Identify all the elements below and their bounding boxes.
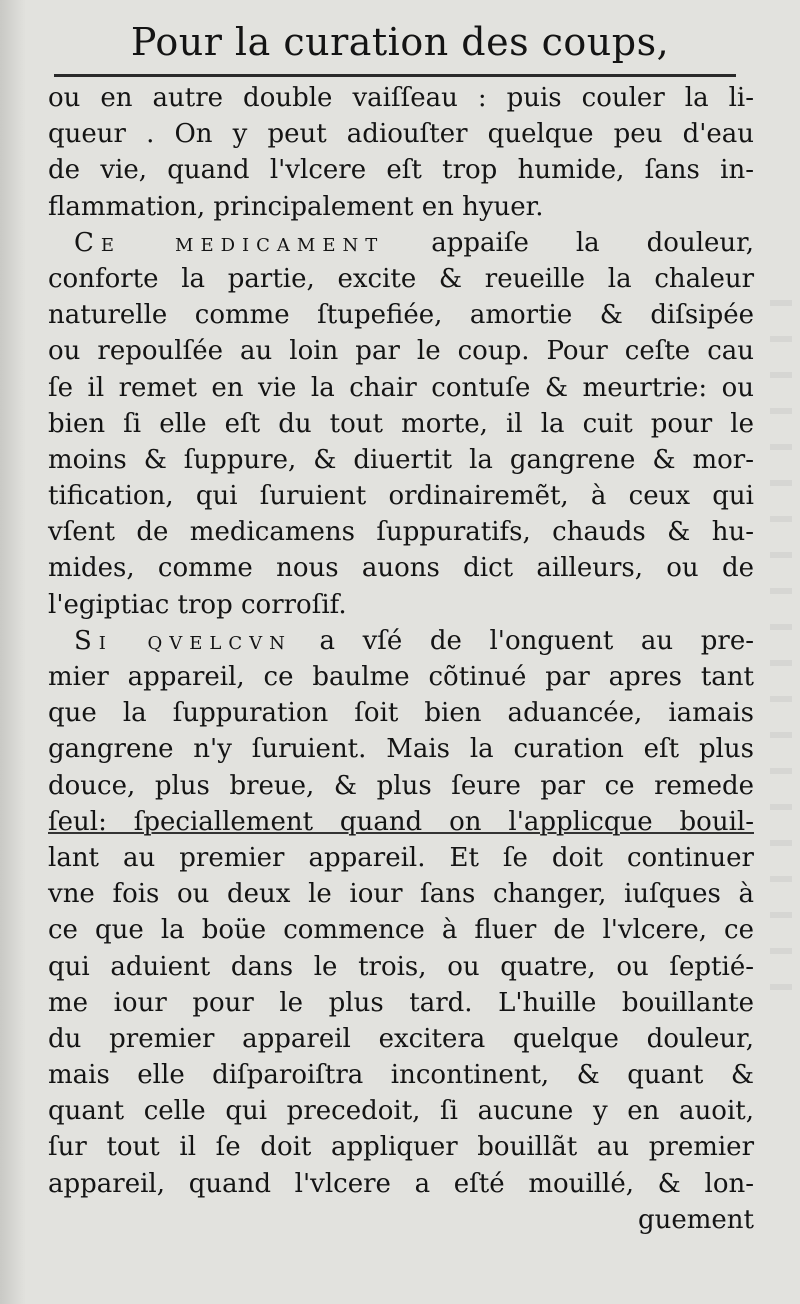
paragraph-lead-smallcaps: Si qvelcvn	[74, 625, 292, 656]
text-line: appareil, quand l'vlcere a eſté mouillé, & lon-	[48, 1168, 754, 1199]
text-fragment: appaiſe la douleur,	[384, 227, 754, 258]
paragraph-opening-line	[48, 623, 754, 659]
text-line: douce, plus breue, & plus ſeure par ce remede	[48, 770, 754, 801]
underlined-text-line: lant au premier appareil. Et ſe doit continuer	[48, 842, 754, 873]
text-line: ſur tout il ſe doit appliquer bouillãt au premier	[48, 1132, 754, 1163]
text-line: conforte la partie, excite & reueille la chaleur	[48, 263, 754, 294]
paragraph-opening-line	[48, 225, 754, 261]
text-line: l'egiptiac trop corroſif.	[48, 589, 347, 620]
show-through-shadow	[770, 300, 792, 1000]
text-line: gangrene n'y ſuruient. Mais la curation eſt plus	[48, 734, 754, 765]
text-line: de vie, quand l'vlcere eſt trop humide, ſans in-	[48, 155, 754, 186]
text-fragment: a vſé de l'onguent au pre-	[291, 625, 754, 656]
text-line: mais elle diſparoiſtra incontinent, & quant &	[48, 1060, 754, 1091]
text-line: vne fois ou deux le iour ſans changer, iuſques à	[48, 879, 754, 910]
text-line: vſent de medicamens ſuppuratifs, chauds & hu-	[48, 517, 754, 548]
text-line: ou repoulſée au loin par le coup. Pour ceſte cau	[48, 336, 754, 367]
text-line: queur . On y peut adiouſter quelque peu d'eau	[48, 119, 754, 150]
page-gutter	[0, 0, 26, 1304]
page-body	[48, 80, 754, 1238]
text-line: que la ſuppuration ſoit bien aduancée, iamais	[48, 698, 754, 729]
text-line: tification, qui ſuruient ordinairemẽt, à ceux qui	[48, 481, 754, 512]
text-line: ſe il remet en vie la chair contuſe & meurtrie: ou	[48, 372, 754, 403]
underlined-text-line: ſeul: ſpeciallement quand on l'applicque bouil-	[48, 806, 754, 837]
header-rule	[54, 74, 736, 77]
text-line: flammation, principalement en hyuer.	[48, 191, 544, 222]
text-line: ou en autre double vaiſſeau : puis couler la li-	[48, 83, 754, 113]
text-line: me iour pour le plus tard. L'huille bouillante	[48, 987, 754, 1018]
text-line: qui aduient dans le trois, ou quatre, ou ſeptié-	[48, 951, 754, 982]
catchword: guement	[637, 1204, 754, 1235]
text-line: ce que la boüe commence à fluer de l'vlcere, ce	[48, 915, 754, 946]
text-line: mides, comme nous auons dict ailleurs, ou de	[48, 553, 754, 584]
text-line: mier appareil, ce baulme cõtinué par apres tant	[48, 662, 754, 692]
text-line: bien ſi elle eſt du tout morte, il la cuit pour le	[48, 408, 754, 439]
text-line: quant celle qui precedoit, ſi aucune y en auoit,	[48, 1096, 754, 1127]
text-line: du premier appareil excitera quelque douleur,	[48, 1023, 754, 1054]
paragraph-lead-smallcaps: Ce medicament	[74, 227, 385, 258]
text-line: moins & ſuppure, & diuertit la gangrene & mor-	[48, 444, 754, 475]
running-title: Pour la curation des coups,	[130, 20, 670, 64]
text-line: naturelle comme ſtupefiée, amortie & diſsipée	[48, 300, 754, 331]
